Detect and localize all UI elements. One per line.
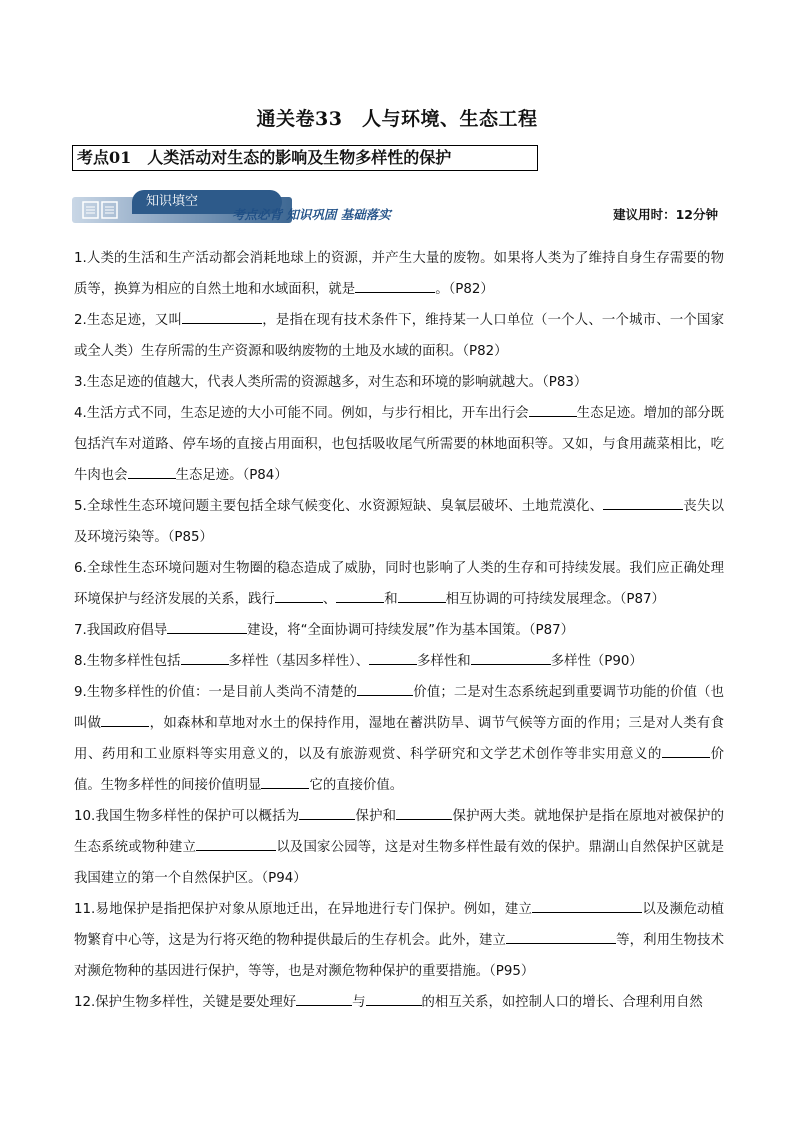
answer-blank[interactable] [275, 588, 323, 603]
answer-blank[interactable] [471, 650, 551, 665]
answer-blank[interactable] [261, 774, 309, 789]
answer-blank[interactable] [398, 588, 446, 603]
question-4: 4.生活方式不同，生态足迹的大小可能不同。例如，与步行相比，开车出行会 生态足迹。增加的部分既包括汽车对道路、停车场的直接占用面积，也包括吸收尾气所需要的林地面积等。又如，与食用蔬菜相比，吃牛肉也会 生态足迹。（P84） [74, 398, 724, 491]
answer-blank[interactable] [366, 991, 422, 1006]
banner-slogan: 考点必背 知识巩固 基础落实 [232, 207, 391, 222]
question-8: 8.生物多样性包括 多样性（基因多样性）、 多样性和 多样性（P90） [74, 646, 724, 677]
answer-blank[interactable] [355, 278, 435, 293]
answer-blank[interactable] [128, 464, 176, 479]
question-1: 1.人类的生活和生产活动都会消耗地球上的资源，并产生大量的废物。如果将人类为了维持自身生存需要的物质等，换算为相应的自然土地和水域面积，就是 。（P82） [74, 251, 724, 297]
suggested-time: 建议用时：12分钟 [613, 207, 718, 222]
answer-blank[interactable] [396, 805, 452, 820]
question-3: 3.生态足迹的值越大，代表人类所需的资源越多，对生态和环境的影响就越大。（P83） [74, 375, 588, 390]
question-11: 11.易地保护是指把保护对象从原地迁出，在异地进行专门保护。例如，建立 以及濒危动植物繁育中心等，这是为行将灭绝的物种提供最后的生存机会。此外，建立 等，利用生物技术对濒危物种的基因进行保护，等等，也是对濒危物种保护的重要措施。（P95） [74, 894, 724, 987]
answer-blank[interactable] [529, 402, 577, 417]
answer-blank[interactable] [357, 681, 413, 696]
answer-blank[interactable] [369, 650, 417, 665]
question-12: 12.保护生物多样性，关键是要处理好 与 的相互关系，如控制人口的增长、合理利用自然 [74, 987, 724, 1018]
knowledge-banner [72, 190, 722, 230]
page-title: 通关卷33 人与环境、生态工程 [256, 108, 538, 130]
banner-tag: 知识填空 [132, 190, 282, 214]
question-list [74, 243, 724, 1018]
answer-blank[interactable] [196, 836, 276, 851]
answer-blank[interactable] [182, 309, 262, 324]
question-5: 5.全球性生态环境问题主要包括全球气候变化、水资源短缺、臭氧层破坏、土地荒漠化、 丧失以及环境污染等。（P85） [74, 491, 724, 553]
answer-blank[interactable] [299, 805, 355, 820]
answer-blank[interactable] [603, 495, 683, 510]
section-heading: 考点01 人类活动对生态的影响及生物多样性的保护 [72, 145, 538, 171]
answer-blank[interactable] [296, 991, 352, 1006]
answer-blank[interactable] [506, 929, 616, 944]
book-icon [82, 201, 118, 219]
question-6: 6.全球性生态环境问题对生物圈的稳态造成了威胁，同时也影响了人类的生存和可持续发展。我们应正确处理环境保护与经济发展的关系，践行 、 和 相互协调的可持续发展理念。（P87） [74, 561, 724, 607]
answer-blank[interactable] [181, 650, 229, 665]
answer-blank[interactable] [532, 898, 642, 913]
question-9: 9.生物多样性的价值：一是目前人类尚不清楚的 价值；二是对生态系统起到重要调节功能的价值（也叫做 ，如森林和草地对水土的保持作用，湿地在蓄洪防旱、调节气候等方面的作用；三是对人类有食用、药用和工业原料等实用意义的，以及有旅游观赏、科学研究和文学艺术创作等非实用意义的 价值。生物多样性的间接价值明显 它的直接价值。 [74, 677, 724, 801]
question-7: 7.我国政府倡导 建设，将“全面协调可持续发展”作为基本国策。（P87） [74, 615, 724, 646]
question-2: 2.生态足迹，又叫 ，是指在现有技术条件下，维持某一人口单位（一个人、一个城市、一个国家或全人类）生存所需的生产资源和吸纳废物的土地及水域的面积。（P82） [74, 305, 724, 367]
answer-blank[interactable] [336, 588, 384, 603]
question-10: 10.我国生物多样性的保护可以概括为 保护和 保护两大类。就地保护是指在原地对被保护的生态系统或物种建立 以及国家公园等，这是对生物多样性最有效的保护。鼎湖山自然保护区就是我国建立的第一个自然保护区。（P94） [74, 801, 724, 894]
answer-blank[interactable] [167, 619, 247, 634]
answer-blank[interactable] [662, 743, 710, 758]
answer-blank[interactable] [101, 712, 149, 727]
